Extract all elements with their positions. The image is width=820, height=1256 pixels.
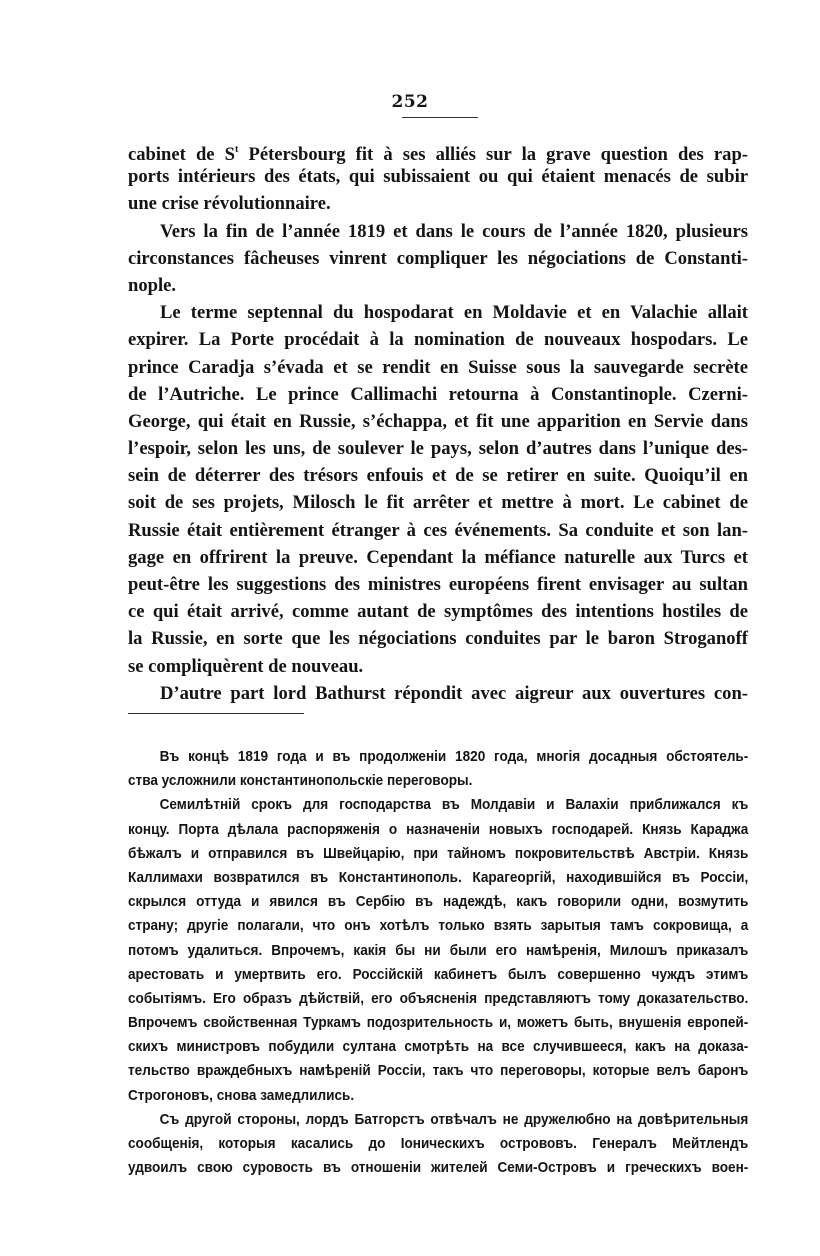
text-line: Впрочемъ свойственная Туркамъ подозрительность и, можетъ быть, внушенія европей- [128, 1015, 749, 1032]
text-line: sein de déterrer des trésors enfouis et de se retirer en suite. Quoiqu’il en [128, 465, 748, 487]
text-line: удвоилъ свою суровость въ отношеніи жителей Семи-Островъ и греческихъ воен- [128, 1160, 749, 1177]
text-line: концу. Порта дѣлала распоряженія о назначеніи новыхъ господарей. Князь Караджа [128, 821, 749, 838]
text-line: событіямъ. Его образъ дѣйствій, его объясненія представляютъ тому доказательство. [128, 990, 749, 1007]
text-line: se compliquèrent de nouveau. [128, 655, 364, 677]
paragraph-start-line: Въ концѣ 1819 года и въ продолженіи 1820 года, многія досадныя обстоятель- [159, 749, 749, 765]
text-line: Каллимахи возвратился въ Константинополь. Карагеоргій, находившійся въ Россіи, [128, 869, 749, 886]
text-line: ports intérieurs des états, qui subissaient ou qui étaient menacés de subir [128, 166, 748, 188]
text-line: peut-être les suggestions des ministres européens firent envisager au sultan [128, 574, 748, 595]
text-line: ства усложнили константинопольскіе переговоры. [128, 773, 473, 790]
text-fragment: cabinet de S [128, 144, 236, 165]
text-line: prince Caradja s’évada et se rendit en Suisse sous la sauvegarde secrète [128, 356, 748, 378]
text-line: une crise révolutionnaire. [128, 193, 331, 215]
paragraph-start-line: D’autre part lord Bathurst répondit avec aigreur aux ouvertures con- [160, 682, 748, 704]
text-line: l’espoir, selon les uns, de soulever le pays, selon d’autres dans l’unique des- [128, 438, 748, 460]
footnote-separator [128, 713, 304, 714]
text-line: скихъ министровъ побудили султана смотрѣть на все случившееся, какъ на доказа- [128, 1039, 749, 1056]
text-line: de l’Autriche. Le prince Callimachi retourna à Constantinople. Czerni- [128, 383, 748, 405]
text-line: gage en offrirent la preuve. Cependant la méfiance naturelle aux Turcs et [128, 546, 748, 568]
text-line: George, qui était en Russie, s’échappa, et fit une apparition en Servie dans [128, 410, 748, 432]
page-number-rule [402, 117, 478, 118]
text-line: тельство враждебныхъ намѣреній Россіи, такъ что переговоры, которые велъ баронъ [128, 1063, 749, 1080]
text-line: Russie était entièrement étranger à ces événements. Sa conduite et son lan- [128, 519, 748, 541]
text-line: circonstances fâcheuses vinrent compliquer les négociations de Constanti- [128, 247, 748, 269]
text-line: soit de ses projets, Milosch le fit arrêter et mettre à mort. Le cabinet de [128, 492, 748, 514]
text-fragment: Pétersbourg fit à ses alliés sur la grave question des rap- [238, 144, 748, 165]
paragraph-start-line: Le terme septennal du hospodarat en Moldavie et en Valachie allait [160, 302, 748, 324]
text-line: la Russie, en sorte que les négociations conduites par le baron Stroganoff [128, 628, 748, 650]
text-line: сообщенія, которыя касались до Іоническихъ острововъ. Генералъ Мейтлендъ [128, 1136, 749, 1152]
text-line: арестовать и умертвить его. Россійскій кабинетъ былъ совершенно чуждъ этимъ [128, 966, 749, 983]
paragraph-start-line: Съ другой стороны, лордъ Батгорстъ отвѣчалъ не дружелюбно на довѣрительныя [159, 1111, 749, 1128]
text-line: скрылся оттуда и явился въ Сербію въ надеждѣ, какъ говорили одни, возмутить [128, 894, 749, 911]
superscript: t [235, 144, 239, 155]
text-line [128, 136, 748, 163]
footnote-russian-translation [128, 745, 749, 1180]
text-line: бѣжалъ и отправился въ Швейцарію, при тайномъ покровительствѣ Австріи. Князь [128, 845, 749, 862]
main-text-body [128, 136, 748, 707]
text-line: expirer. La Porte procédait à la nomination de nouveaux hospodars. Le [128, 329, 748, 351]
paragraph-start-line: Vers la fin de l’année 1819 et dans le cours de l’année 1820, plusieurs [160, 220, 748, 242]
text-line: Строгоновъ, снова замедлились. [128, 1087, 355, 1104]
text-line: ce qui était arrivé, comme autant de symptômes des intentions hostiles de [128, 601, 748, 623]
text-line: страну; другіе полагали, что онъ хотѣлъ только взять зарытыя тамъ сокровища, а [128, 918, 749, 935]
paragraph-start-line: Семилѣтній срокъ для господарства въ Молдавіи и Валахіи приближался къ [159, 797, 749, 814]
page-number: 252 [391, 92, 429, 112]
text-line: потомъ удалиться. Впрочемъ, какія бы ни были его намѣренія, Милошъ приказалъ [128, 942, 749, 959]
text-line: nople. [128, 274, 177, 296]
